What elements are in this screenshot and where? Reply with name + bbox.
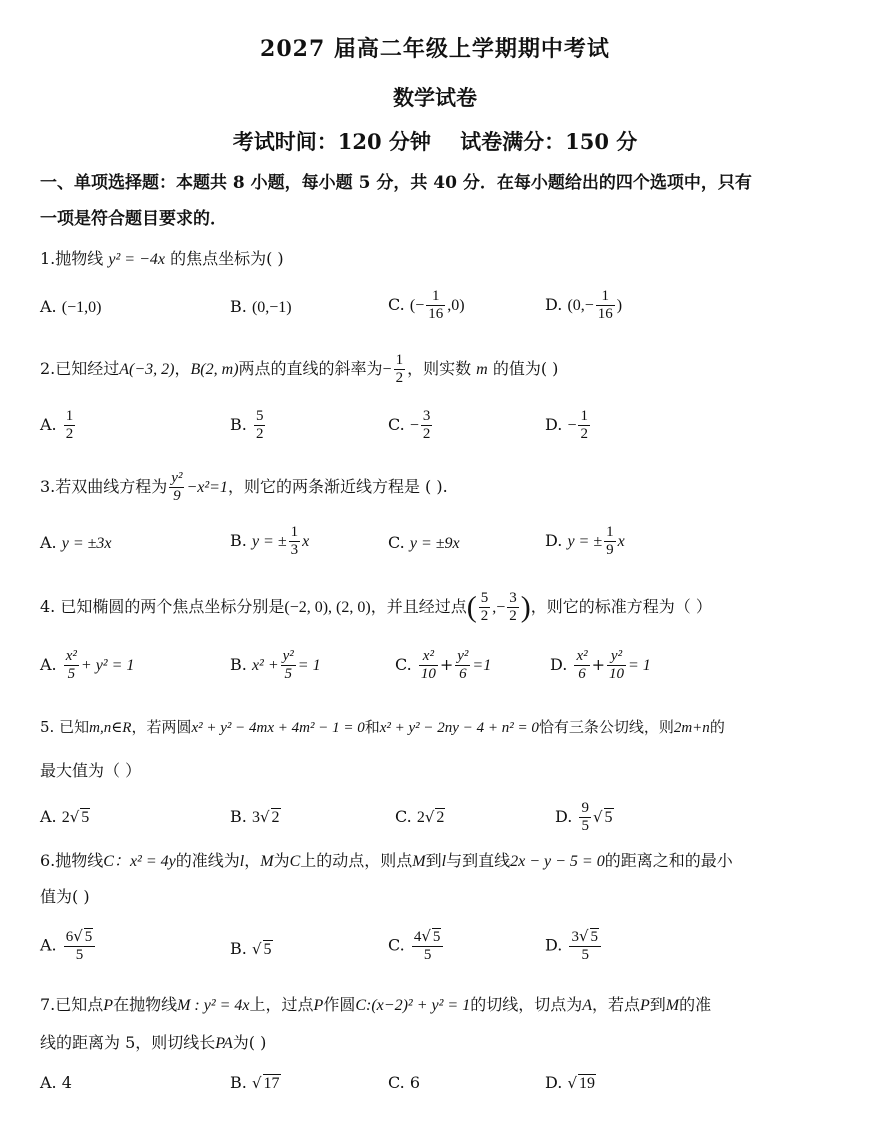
question-4: 4. 已知椭圆的两个焦点坐标分别是(−2, 0), (2, 0)，并且经过点( $\frac{5}{2}$ ,− $\frac{3}{2}$ )，则它的标准方程为（ ） — [40, 590, 712, 624]
q7-option-c[interactable]: C. 6 — [388, 1073, 421, 1092]
q5-option-b[interactable]: B. 3√ 2 — [230, 807, 280, 826]
exam-title: 2027 届高二年级上学期期中考试 — [260, 36, 610, 62]
q6-option-c[interactable]: C. $\frac{4√ 5}{5}$ — [388, 928, 445, 964]
q4-option-a[interactable]: A. $\frac{\text{x²}}{5}$ + y² = 1 — [40, 648, 135, 682]
q6-option-d[interactable]: D. $\frac{3√ 5}{5}$ — [545, 928, 603, 964]
question-7: 7.已知点P在抛物线M : y² = 4x上，过点P作圆C:(x−2)² + y² = 1的切线，切点为A，若点P到M的准 — [40, 995, 712, 1014]
q2-option-c[interactable]: C. − $\frac{3}{2}$ — [388, 408, 431, 442]
exam-subtitle: 数学试卷 — [393, 85, 477, 110]
q4-option-c[interactable]: C. $\frac{\text{x²}}{10}$ + $\frac{\text{y²}}{6}$ =1 — [395, 648, 492, 682]
question-5-line2: 最大值为（ ） — [40, 761, 142, 780]
q3-option-c[interactable]: C. y = ±9x — [388, 533, 460, 552]
q2-option-a[interactable]: A. $\frac{1}{2}$ — [40, 408, 74, 442]
q7-option-d[interactable]: D. √ 19 — [545, 1073, 595, 1092]
q6-option-a[interactable]: A. $\frac{6√ 5}{5}$ — [40, 928, 97, 964]
q2-option-d[interactable]: D. − $\frac{1}{2}$ — [545, 408, 588, 442]
q7-option-b[interactable]: B. √ 17 — [230, 1073, 280, 1092]
q1-option-b[interactable]: B. (0,−1) — [230, 297, 292, 316]
q3-option-a[interactable]: A. y = ±3x — [40, 533, 112, 552]
exam-meta: 考试时间：120 分钟 试卷满分：150 分 — [232, 129, 638, 154]
q1-option-d[interactable]: D. (0,− $\frac{1}{16}$ ) — [545, 288, 623, 322]
q1-text-end: 的焦点坐标为( ) — [170, 249, 284, 268]
question-3: 3.若双曲线方程为 $\frac{\text{y²}}{9}$ −x²=1，则它的两条渐近线方程是 ( ). — [40, 470, 448, 504]
q7-option-a[interactable]: A. 4 — [40, 1073, 72, 1092]
section-heading-line1: 一、单项选择题：本题共 8 小题，每小题 5 分，共 40 分．在每小题给出的四个选项中，只有 — [40, 173, 752, 193]
q5-option-d[interactable]: D. $\frac{9}{5}$ √ 5 — [555, 800, 613, 834]
section-heading-line2: 一项是符合题目要求的． — [40, 209, 227, 229]
q5-option-c[interactable]: C. 2√ 2 — [395, 807, 445, 826]
question-7-line2: 线的距离为 5，则切线长PA为( ) — [40, 1033, 267, 1052]
q1-text: 抛物线 — [55, 249, 104, 268]
q6-option-b[interactable]: B. √ 5 — [230, 939, 272, 958]
q4-option-d[interactable]: D. $\frac{\text{x²}}{6}$ + $\frac{\text{y²}}{10}$ = 1 — [550, 648, 651, 682]
q1-option-a[interactable]: A. (−1,0) — [40, 297, 102, 316]
q1-option-c[interactable]: C. (− $\frac{1}{16}$ ,0) — [388, 288, 465, 322]
q4-option-b[interactable]: B. x² + $\frac{\text{y²}}{5}$ = 1 — [230, 648, 321, 682]
question-6: 6.抛物线C：x² = 4y的准线为l，M为C上的动点，则点M到l与到直线2x − y − 5 = 0的距离之和的最小 — [40, 851, 733, 870]
question-5: 5. 已知m,n∈R，若两圆x² + y² − 4mx + 4m² − 1 = 0和x² + y² − 2ny − 4 + n² = 0恰有三条公切线，则2m+n的 — [40, 718, 725, 736]
q3-option-d[interactable]: D. y = ± $\frac{1}{9}$ x — [545, 524, 625, 558]
q3-option-b[interactable]: B. y = ± $\frac{1}{3}$ x — [230, 524, 310, 558]
question-2: 2.已知经过A(−3, 2)，B(2, m)两点的直线的斜率为− $\frac{1}{2}$ ，则实数 m 的值为( ) — [40, 352, 559, 386]
q1-number: 1. — [40, 249, 56, 268]
q1-math: y² = −4x — [108, 251, 165, 268]
q5-option-a[interactable]: A. 2√ 5 — [40, 807, 90, 826]
q2-option-b[interactable]: B. $\frac{5}{2}$ — [230, 408, 264, 442]
question-6-line2: 值为( ) — [40, 887, 90, 906]
question-1 — [40, 248, 840, 271]
